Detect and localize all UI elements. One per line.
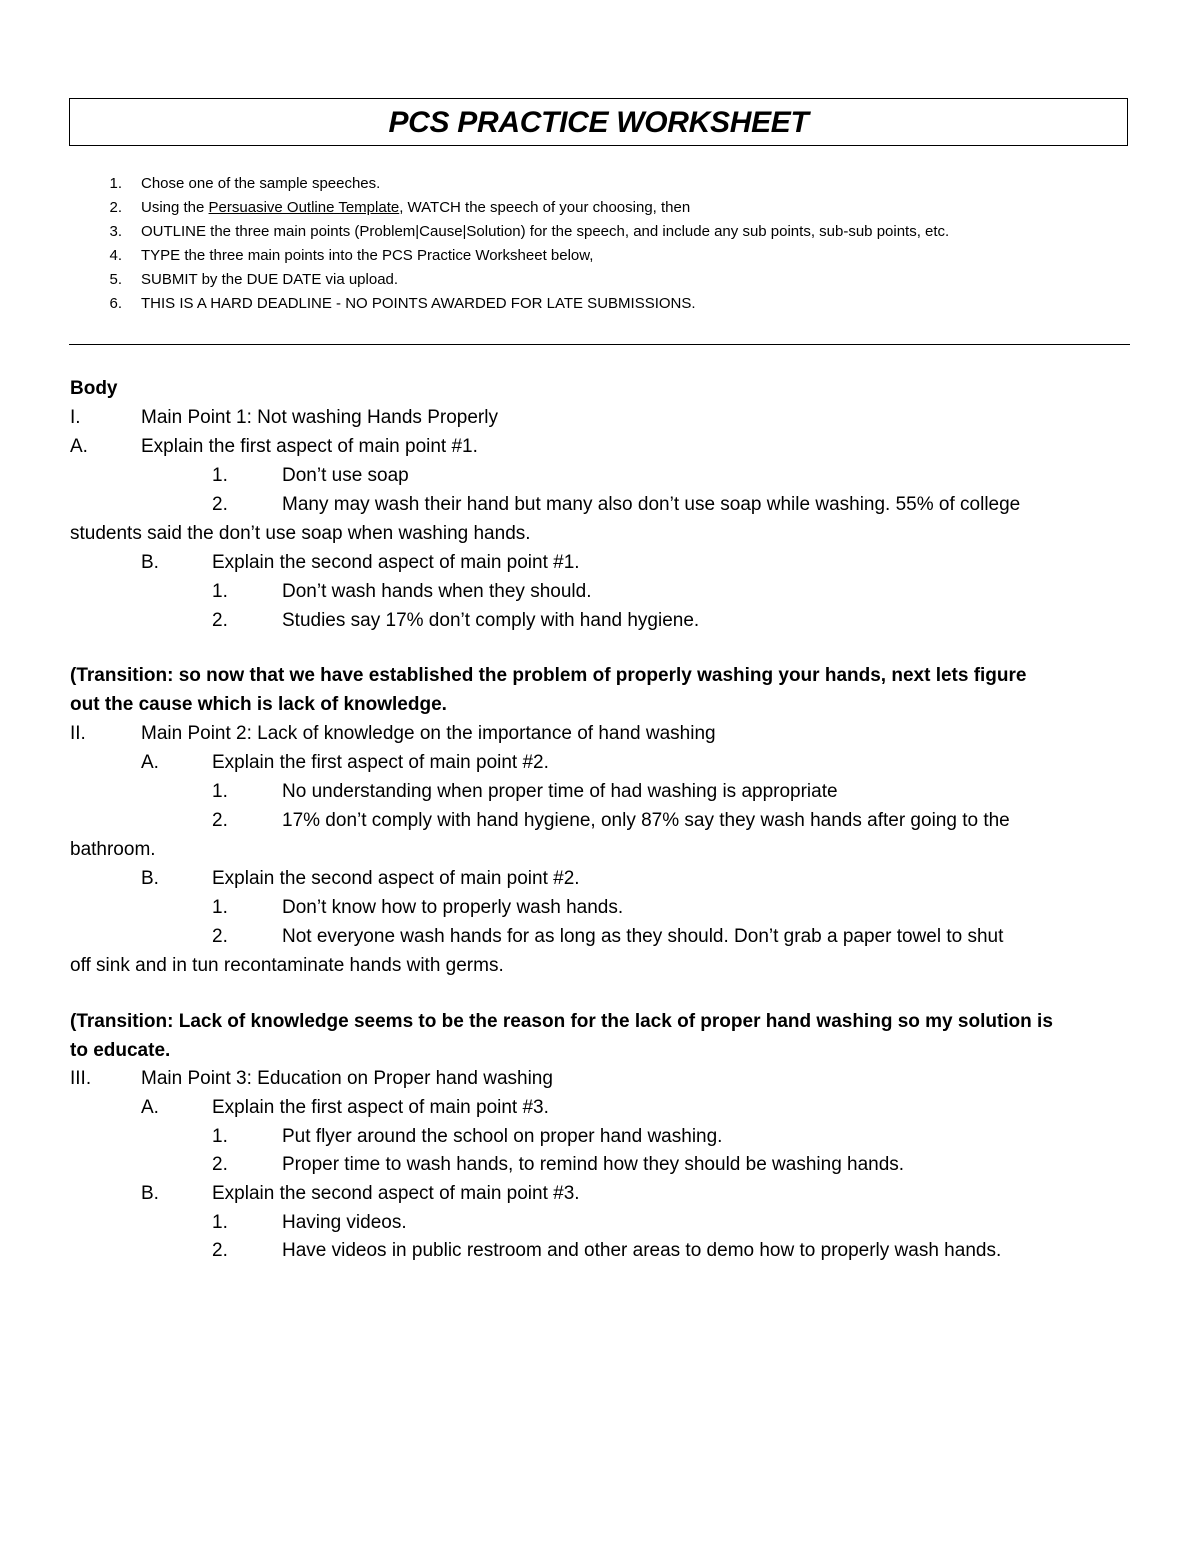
sub-point: B. Explain the second aspect of main point #1.: [141, 552, 580, 573]
transition-2-line-2: to educate.: [70, 1040, 171, 1061]
main-point-1: I. Main Point 1: Not washing Hands Properly: [70, 407, 498, 428]
instruction-text: Using the Persuasive Outline Template, WATCH the speech of your choosing, then: [141, 199, 691, 216]
instruction-text: SUBMIT by the DUE DATE via upload.: [141, 271, 399, 288]
instruction-text: OUTLINE the three main points (Problem|Cause|Solution) for the speech, and include any sub points, sub-sub points, etc.: [141, 223, 950, 240]
divider: [69, 344, 1130, 345]
title-box: [69, 98, 1128, 146]
sub-sub-point: 1. Put flyer around the school on proper hand washing.: [212, 1126, 723, 1147]
sub-sub-point-continued: off sink and in tun recontaminate hands with germs.: [70, 955, 504, 976]
instruction-number: 6.: [109, 295, 122, 312]
transition-1-line-1: (Transition: so now that we have established the problem of properly washing your hands, next lets figure: [70, 665, 1027, 686]
instruction-number: 4.: [109, 247, 122, 264]
sub-sub-point: 1. Don’t wash hands when they should.: [212, 581, 592, 602]
sub-sub-point: 2. Many may wash their hand but many also don’t use soap while washing. 55% of college: [212, 494, 1021, 515]
instruction-number: 3.: [109, 223, 122, 240]
instruction-text: Chose one of the sample speeches.: [141, 175, 381, 192]
sub-point: B. Explain the second aspect of main point #2.: [141, 868, 580, 889]
sub-point: A. Explain the first aspect of main point #2.: [141, 752, 549, 773]
sub-sub-point: 2. Proper time to wash hands, to remind how they should be washing hands.: [212, 1154, 905, 1175]
sub-sub-point: 2. Not everyone wash hands for as long as they should. Don’t grab a paper towel to shut: [212, 926, 1004, 947]
sub-point: B. Explain the second aspect of main point #3.: [141, 1183, 580, 1204]
instruction-number: 1.: [109, 175, 122, 192]
sub-sub-point: 2. Studies say 17% don’t comply with hand hygiene.: [212, 610, 700, 631]
body-heading: Body: [70, 378, 118, 399]
sub-sub-point: 2. Have videos in public restroom and other areas to demo how to properly wash hands.: [212, 1240, 1002, 1261]
page-title: PCS PRACTICE WORKSHEET: [388, 106, 809, 139]
sub-point: A. Explain the first aspect of main point #1.: [70, 436, 478, 457]
sub-sub-point: 1. Don’t use soap: [212, 465, 409, 486]
main-point-3: III. Main Point 3: Education on Proper hand washing: [70, 1068, 553, 1089]
instruction-number: 5.: [109, 271, 122, 288]
instruction-number: 2.: [109, 199, 122, 216]
sub-sub-point: 2. 17% don’t comply with hand hygiene, only 87% say they wash hands after going to the: [212, 810, 1010, 831]
sub-point: A. Explain the first aspect of main point #3.: [141, 1097, 549, 1118]
persuasive-outline-template-link[interactable]: Persuasive Outline Template: [208, 199, 400, 216]
instruction-text: TYPE the three main points into the PCS Practice Worksheet below,: [141, 247, 594, 264]
instruction-text: THIS IS A HARD DEADLINE - NO POINTS AWARDED FOR LATE SUBMISSIONS.: [141, 295, 696, 312]
sub-sub-point: 1. Don’t know how to properly wash hands.: [212, 897, 624, 918]
sub-sub-point-continued: bathroom.: [70, 839, 156, 860]
sub-sub-point-continued: students said the don’t use soap when washing hands.: [70, 523, 531, 544]
sub-sub-point: 1. No understanding when proper time of had washing is appropriate: [212, 781, 838, 802]
sub-sub-point: 1. Having videos.: [212, 1212, 407, 1233]
transition-2-line-1: (Transition: Lack of knowledge seems to be the reason for the lack of proper hand washing so my solution is: [70, 1011, 1053, 1032]
transition-1-line-2: out the cause which is lack of knowledge.: [70, 694, 447, 715]
main-point-2: II. Main Point 2: Lack of knowledge on the importance of hand washing: [70, 723, 716, 744]
